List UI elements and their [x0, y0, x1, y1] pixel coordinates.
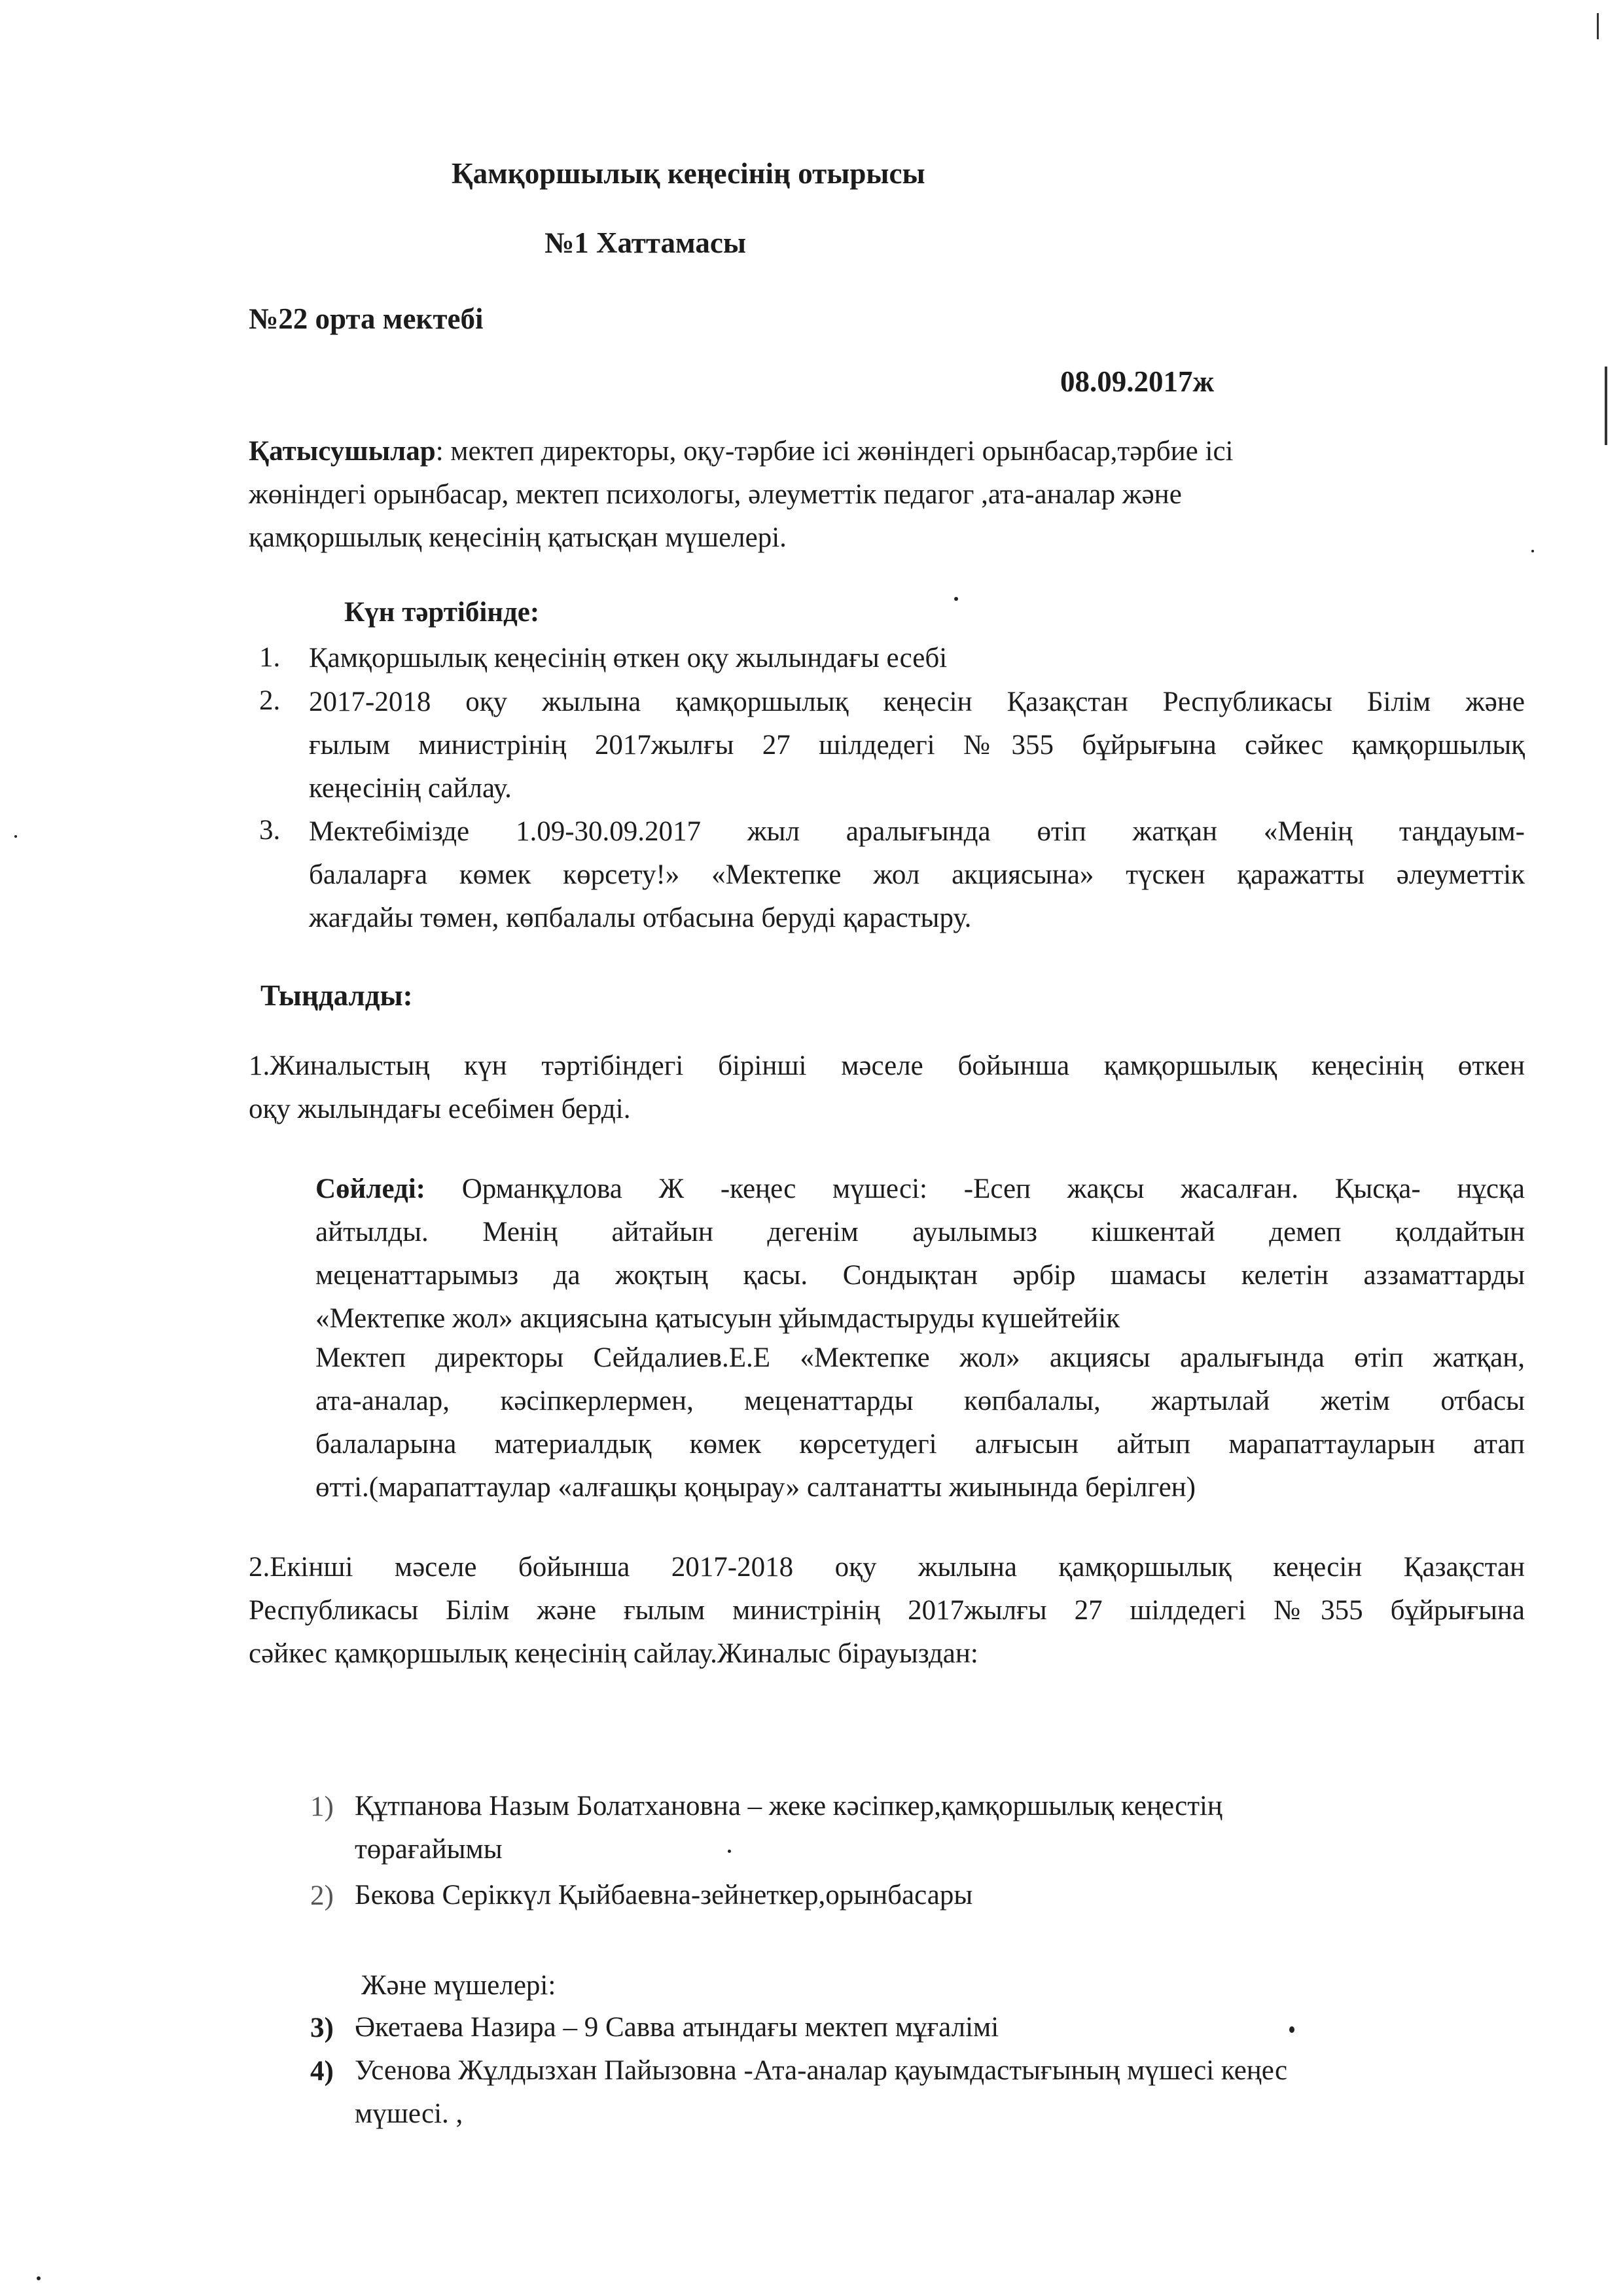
participants-line-1: [249, 435, 1233, 469]
agenda-item-2: [309, 681, 1525, 810]
elected-1-line-2: төрағайымы: [355, 1834, 503, 1865]
scan-speck: [1531, 550, 1534, 552]
document-title: Қамқоршылық кеңесінің отырысы: [452, 157, 925, 190]
heard-item-2-line-1: 2.Екінші мәселе бойынша 2017-2018 оқу жылына қамқоршылық кеңесін Қазақстан: [249, 1552, 1525, 1583]
members-heading: Және мүшелері:: [361, 1970, 556, 2001]
document-date: 08.09.2017ж: [1060, 365, 1215, 398]
spoke-text-1: Орманқұлова Ж -кеңес мүшесі: -Есеп жақсы жасалған. Қысқа- нұсқа: [425, 1174, 1525, 1204]
member-3: Әкетаева Назира – 9 Савва атындағы мектеп мұғалімі: [355, 2012, 999, 2043]
heard-item-1-line-2: оқу жылындағы есебімен берді.: [249, 1094, 631, 1124]
agenda-item-2-line-3: кеңесінің сайлау.: [309, 773, 512, 804]
spoke-line-6: ата-аналар, кәсіпкерлермен, меценаттарды көпбалалы, жартылай жетім отбасы: [315, 1386, 1525, 1416]
school-name: №22 орта мектебі: [249, 302, 484, 335]
spoke-line-4: «Мектепке жол» акциясына қатысуын ұйымдастыруды күшейтейік: [315, 1303, 1120, 1334]
agenda-item-1-number: 1.: [259, 642, 281, 673]
spoke-line-2: айтылды. Менің айтайын дегенім ауылымыз кішкентай демеп қолдайтын: [315, 1217, 1525, 1247]
heard-item-2: [249, 1546, 1525, 1676]
heard-heading: Тыңдалды:: [260, 979, 413, 1012]
scan-speck: [954, 597, 958, 601]
agenda-item-2-number: 2.: [259, 685, 281, 716]
scan-edge-mark: [1605, 367, 1607, 445]
agenda-item-3-line-2: балаларға көмек көрсету!» «Мектепке жол акциясына» түскен қаражатты әлеуметтік: [309, 859, 1525, 890]
participants-line-2: жөніндегі орынбасар, мектеп психологы, әлеуметтік педагог ,ата-аналар және: [249, 479, 1182, 510]
member-4-line-2: мүшесі. ,: [355, 2098, 463, 2129]
agenda-item-3-line-1: Мектебімізде 1.09-30.09.2017 жыл аралығында өтіп жатқан «Менің таңдауым-: [309, 816, 1525, 847]
agenda-heading: Күн тәртібінде:: [344, 597, 540, 628]
scan-speck: [14, 835, 17, 838]
participants-line-3: қамқоршылық кеңесінің қатысқан мүшелері.: [249, 522, 787, 553]
scan-speck: [728, 1850, 731, 1853]
spoke-line-1: [315, 1168, 1525, 1211]
agenda-item-3: [309, 810, 1525, 940]
agenda-item-3-line-3: жағдайы төмен, көпбалалы отбасына беруді қарастыру.: [309, 903, 972, 933]
agenda-item-1: Қамқоршылық кеңесінің өткен оқу жылындағы есебі: [309, 643, 948, 673]
heard-item-1-line-1: 1.Жиналыстың күн тәртібіндегі бірінші мәселе бойынша қамқоршылық кеңесінің өткен: [249, 1050, 1525, 1081]
spoke-line-3: меценаттарымыз да жоқтың қасы. Сондықтан әрбір шамасы келетін аззаматтарды: [315, 1260, 1525, 1291]
scan-edge-top: [1597, 13, 1599, 39]
elected-2: Бекова Серіккүл Қыйбаевна-зейнеткер,орынбасары: [355, 1880, 973, 1910]
heard-item-2-line-3: сәйкес қамқоршылық кеңесінің сайлау.Жиналыс бірауыздан:: [249, 1638, 978, 1669]
elected-2-number: 2): [310, 1880, 334, 1911]
elected-1-line-1: Құтпанова Назым Болатхановна – жеке кәсіпкер,қамқоршылық кеңестің: [355, 1791, 1222, 1821]
agenda-item-2-line-2: ғылым министрінің 2017жылғы 27 шілдедегі №355 бұйрығына сәйкес қамқоршылық: [309, 730, 1525, 761]
member-4-number: 4): [310, 2056, 334, 2087]
scan-speck: [37, 2276, 41, 2280]
heard-item-1: [249, 1045, 1525, 1131]
agenda-item-2-line-1: 2017-2018 оқу жылына қамқоршылық кеңесін Қазақстан Республикасы Білім және: [309, 687, 1525, 717]
spoke-line-5: Мектеп директоры Сейдалиев.Е.Е «Мектепке жол» акциясы аралығында өтіп жатқан,: [315, 1342, 1525, 1373]
participants-text-1: : мектеп директоры, оқу-тәрбие ісі жөніндегі орынбасар,тәрбие ісі: [435, 436, 1234, 467]
participants-label: Қатысушылар: [249, 436, 436, 467]
heard-item-2-line-2: Республикасы Білім және ғылым министрінің 2017жылғы 27 шілдедегі №355 бұйрығына: [249, 1595, 1525, 1626]
spoke-line-8: өтті.(марапаттаулар «алғашқы қоңырау» салтанатты жиынында берілген): [315, 1472, 1196, 1503]
agenda-item-3-number: 3.: [259, 815, 281, 846]
spoke-label: Сөйледі:: [315, 1174, 425, 1204]
spoke-block: [315, 1168, 1525, 1509]
member-4-line-1: Усенова Жұлдызхан Пайызовна -Ата-аналар қауымдастығының мүшесі кеңес: [355, 2055, 1288, 2086]
member-3-number: 3): [310, 2013, 334, 2043]
elected-1-number: 1): [310, 1791, 334, 1822]
spoke-line-7: балаларына материалдық көмек көрсетудегі алғысын айтып марапаттауларын атап: [315, 1429, 1525, 1460]
scan-speck: [1289, 2026, 1294, 2033]
protocol-number: №1 Хаттамасы: [544, 226, 747, 259]
